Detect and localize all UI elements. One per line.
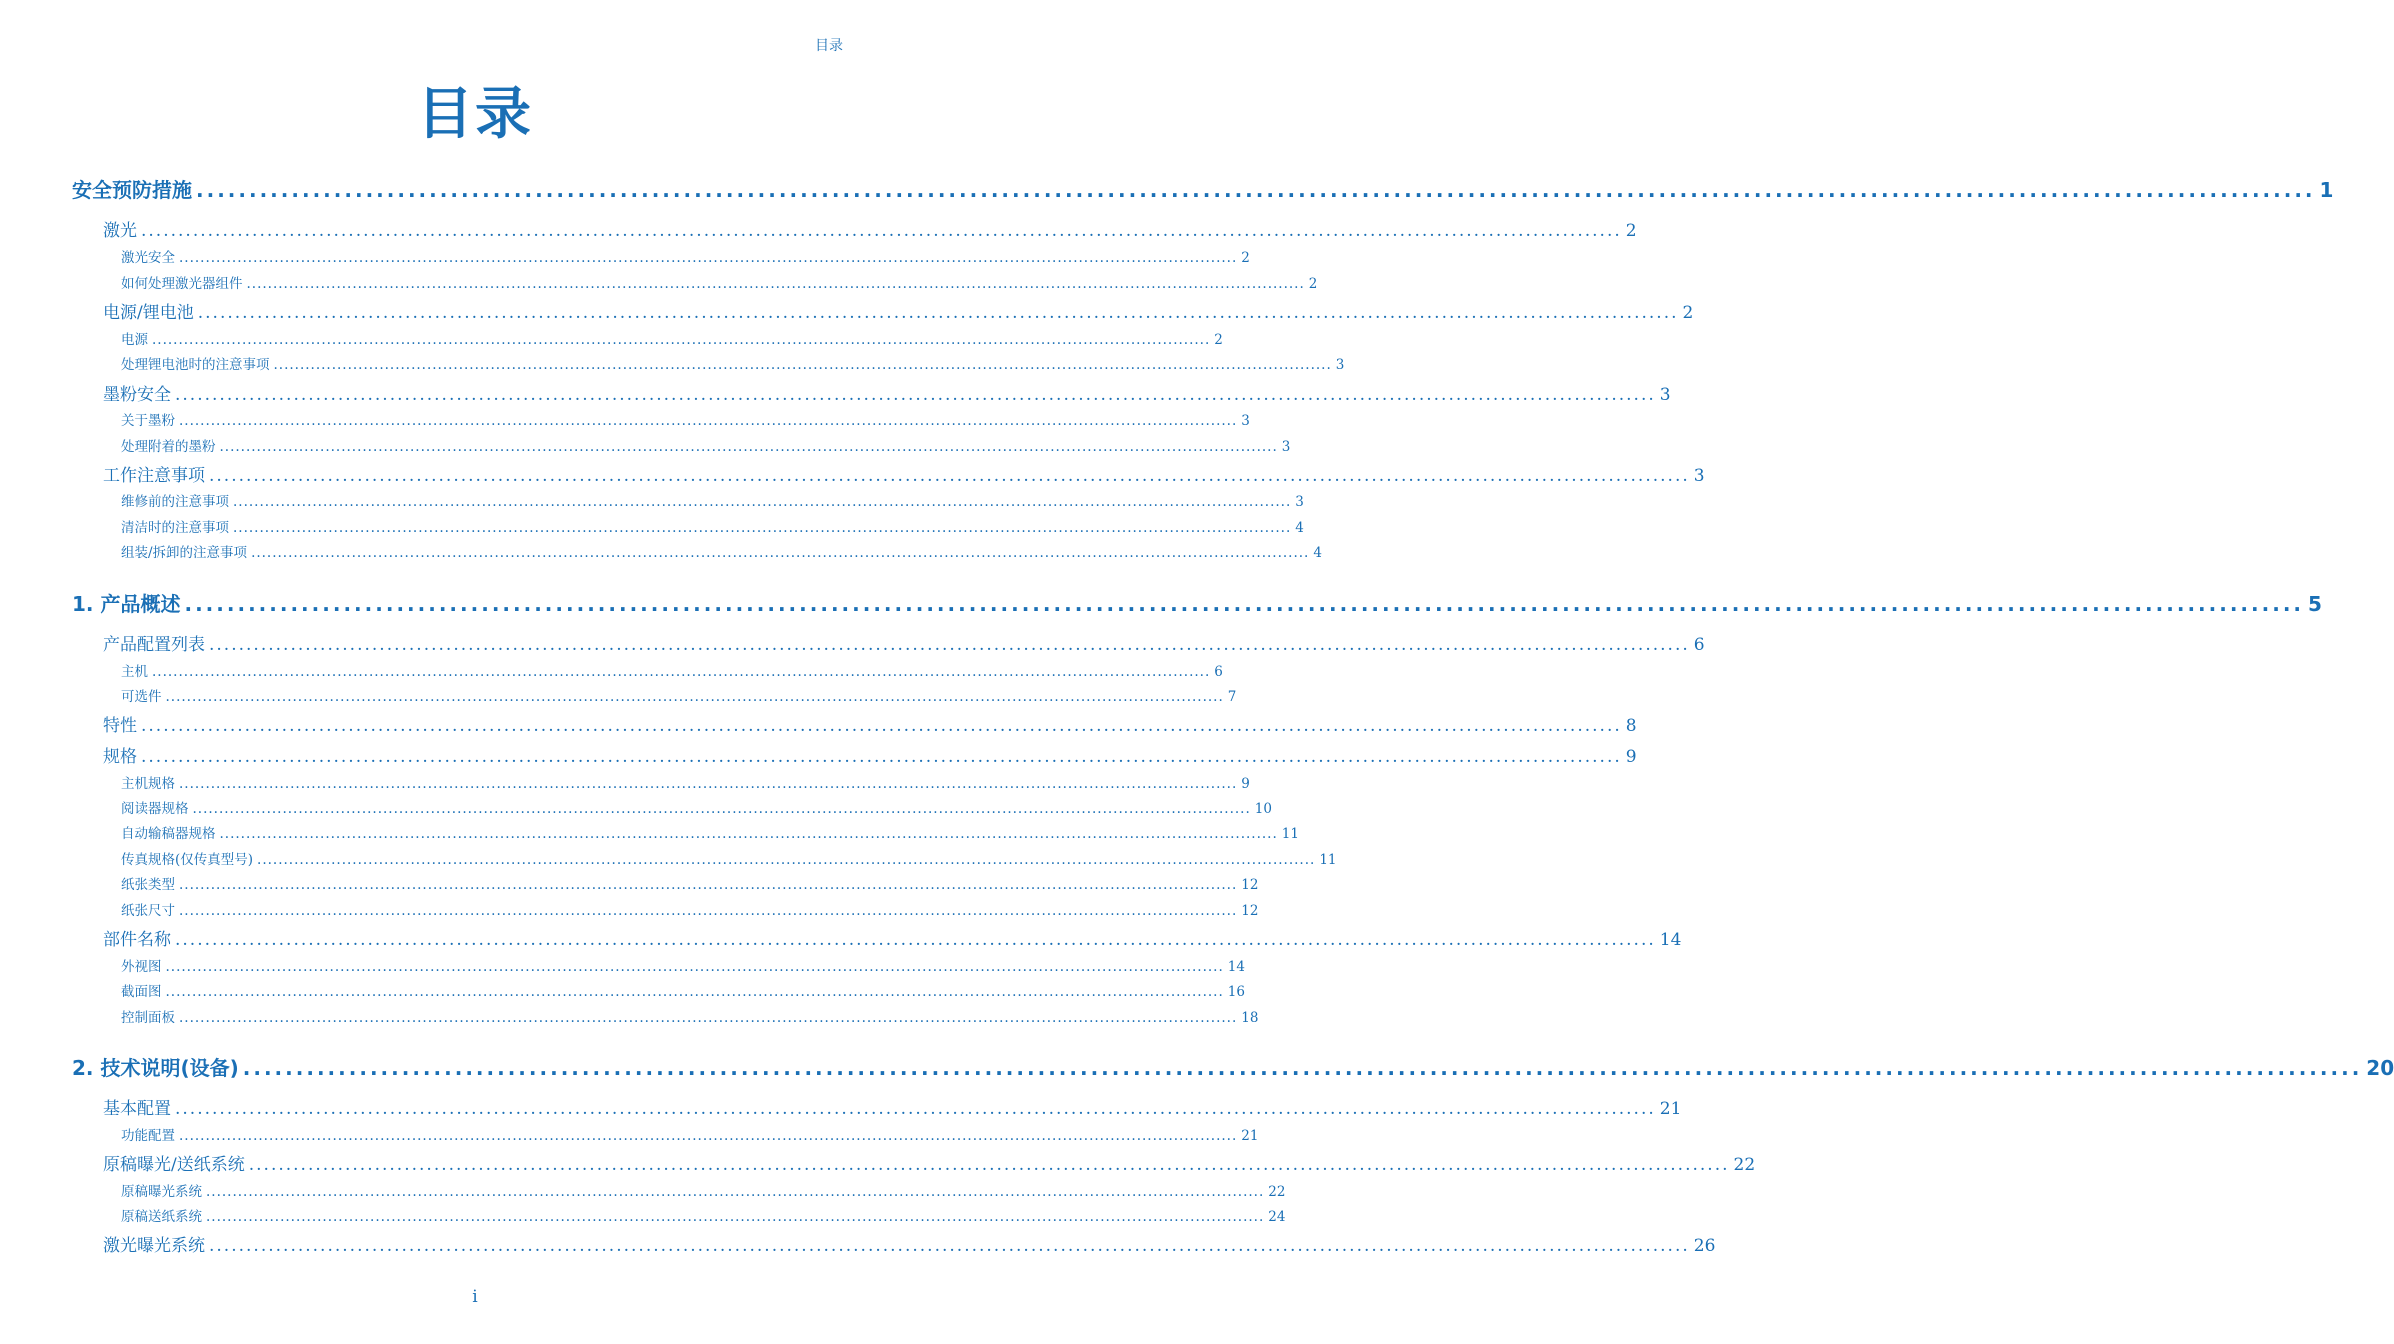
toc-entry-label: 部件名称: [103, 930, 171, 950]
toc-leader-dots: ........................................................................................................................................................................................................: [206, 1184, 1265, 1200]
toc-entry-level-3[interactable]: [121, 1205, 1286, 1225]
toc-entry-label: 激光安全: [121, 250, 175, 266]
toc-entry-page-number: 14: [1227, 959, 1245, 975]
toc-entry-level-2[interactable]: [103, 1150, 1756, 1175]
toc-entry-page-number: 4: [1295, 520, 1304, 536]
toc-entry-label: 纸张类型: [121, 877, 175, 893]
toc-leader-dots: ........................................................................................................................................................................................................: [175, 930, 1656, 950]
toc-leader-dots: ........................................................................................................................................................................................................: [184, 592, 2305, 616]
toc-entry-page-number: 20: [2366, 1056, 2394, 1080]
toc-entry-label: 基本配置: [103, 1099, 171, 1119]
toc-entry-label: 组装/拆卸的注意事项: [121, 545, 248, 561]
toc-leader-dots: ........................................................................................................................................................................................................: [206, 1209, 1265, 1225]
toc-leader-dots: ........................................................................................................................................................................................................: [248, 1155, 1730, 1175]
toc-entry-page-number: 11: [1281, 826, 1299, 842]
toc-leader-dots: ........................................................................................................................................................................................................: [179, 1010, 1238, 1026]
toc-entry-page-number: 3: [1659, 385, 1671, 405]
toc-entry-label: 主机规格: [121, 776, 175, 792]
toc-entry-page-number: 5: [2308, 592, 2322, 616]
toc-entry-label: 工作注意事项: [103, 466, 205, 486]
toc-entry-page-number: 7: [1227, 689, 1237, 705]
toc-entry-level-2[interactable]: [103, 1094, 1682, 1119]
toc-entry-label: 1. 产品概述: [72, 592, 181, 616]
page-number: i: [472, 1287, 478, 1307]
toc-entry-page-number: 14: [1659, 930, 1682, 950]
toc-entry-page-number: 12: [1241, 877, 1259, 893]
toc-leader-dots: ........................................................................................................................................................................................................: [209, 466, 1690, 486]
toc-entry-label: 特性: [103, 716, 137, 736]
toc-entry-page-number: 1: [2319, 178, 2334, 202]
toc-entry-label: 处理附着的墨粉: [121, 439, 216, 455]
toc-entry-level-3[interactable]: [121, 660, 1223, 680]
toc-entry-label: 原稿送纸系统: [121, 1209, 202, 1225]
toc-leader-dots: ........................................................................................................................................................................................................: [165, 689, 1224, 705]
toc-entry-label: 如何处理激光器组件: [121, 276, 243, 292]
toc-leader-dots: ........................................................................................................................................................................................................: [152, 332, 1211, 348]
running-header: 目录: [815, 38, 843, 54]
toc-entry-label: 处理锂电池时的注意事项: [121, 357, 270, 373]
toc-entry-page-number: 8: [1625, 716, 1637, 736]
toc-entry-label: 截面图: [121, 984, 162, 1000]
toc-entry-label: 规格: [103, 747, 137, 767]
toc-leader-dots: ........................................................................................................................................................................................................: [251, 545, 1310, 561]
toc-leader-dots: ........................................................................................................................................................................................................: [141, 221, 1622, 241]
toc-leader-dots: ........................................................................................................................................................................................................: [246, 276, 1305, 292]
toc-entry-level-2[interactable]: [103, 298, 1694, 323]
toc-leader-dots: ........................................................................................................................................................................................................: [219, 826, 1278, 842]
toc-entry-level-3[interactable]: [121, 328, 1223, 348]
toc-entry-level-2[interactable]: [103, 630, 1705, 655]
toc-entry-label: 电源: [121, 332, 148, 348]
toc-entry-level-3[interactable]: [121, 353, 1345, 373]
toc-entry-level-2[interactable]: [103, 380, 1671, 405]
toc-entry-page-number: 21: [1241, 1128, 1259, 1144]
toc-entry-page-number: 24: [1268, 1209, 1286, 1225]
toc-entry-label: 原稿曝光/送纸系统: [103, 1155, 245, 1175]
toc-entry-level-1[interactable]: [72, 1052, 2394, 1081]
toc-leader-dots: ........................................................................................................................................................................................................: [273, 357, 1332, 373]
toc-entry-level-2[interactable]: [103, 711, 1637, 736]
toc-entry-page-number: 3: [1335, 357, 1345, 373]
toc-entry-level-3[interactable]: [121, 685, 1237, 705]
toc-entry-page-number: 22: [1733, 1155, 1756, 1175]
toc-entry-page-number: 3: [1281, 439, 1291, 455]
toc-entry-label: 电源/锂电池: [103, 303, 194, 323]
toc-entry-label: 阅读器规格: [121, 801, 189, 817]
toc-leader-dots: ........................................................................................................................................................................................................: [175, 385, 1656, 405]
toc-entry-page-number: 10: [1254, 801, 1272, 817]
toc-entry-level-3[interactable]: [121, 516, 1304, 536]
toc-entry-page-number: 6: [1214, 664, 1223, 680]
toc-entry-level-3[interactable]: [121, 1006, 1259, 1026]
toc-entry-page-number: 2: [1241, 250, 1250, 266]
toc-entry-page-number: 2: [1625, 221, 1637, 241]
toc-entry-page-number: 9: [1625, 747, 1637, 767]
toc-entry-label: 关于墨粉: [121, 413, 175, 429]
toc-leader-dots: ........................................................................................................................................................................................................: [209, 635, 1690, 655]
toc-entry-page-number: 21: [1659, 1099, 1682, 1119]
toc-entry-page-number: 16: [1227, 984, 1245, 1000]
toc-leader-dots: ........................................................................................................................................................................................................: [179, 903, 1238, 919]
toc-entry-level-2[interactable]: [103, 461, 1705, 486]
toc-entry-label: 功能配置: [121, 1128, 175, 1144]
toc-entry-label: 维修前的注意事项: [121, 494, 229, 510]
toc-entry-label: 产品配置列表: [103, 635, 205, 655]
toc-entry-page-number: 2: [1308, 276, 1318, 292]
toc-leader-dots: ........................................................................................................................................................................................................: [233, 494, 1292, 510]
toc-leader-dots: ........................................................................................................................................................................................................: [179, 413, 1238, 429]
toc-entry-label: 可选件: [121, 689, 162, 705]
toc-entry-level-3[interactable]: [121, 772, 1250, 792]
toc-entry-level-3[interactable]: [121, 409, 1250, 429]
toc-entry-page-number: 4: [1313, 545, 1322, 561]
toc-leader-dots: ........................................................................................................................................................................................................: [209, 1236, 1690, 1256]
toc-leader-dots: ........................................................................................................................................................................................................: [179, 1128, 1238, 1144]
toc-entry-page-number: 3: [1241, 413, 1250, 429]
toc-entry-page-number: 2: [1682, 303, 1694, 323]
toc-leader-dots: ........................................................................................................................................................................................................: [192, 801, 1251, 817]
toc-entry-label: 墨粉安全: [103, 385, 171, 405]
toc-leader-dots: ........................................................................................................................................................................................................: [141, 747, 1622, 767]
toc-entry-level-3[interactable]: [121, 272, 1318, 292]
toc-entry-page-number: 6: [1693, 635, 1705, 655]
toc-entry-level-3[interactable]: [121, 848, 1337, 868]
toc-entry-label: 激光曝光系统: [103, 1236, 205, 1256]
toc-entry-label: 传真规格(仅传真型号): [121, 852, 254, 868]
toc-entry-level-3[interactable]: [121, 1124, 1259, 1144]
toc-entry-label: 自动输稿器规格: [121, 826, 216, 842]
toc-entry-label: 主机: [121, 664, 148, 680]
toc-entry-label: 激光: [103, 221, 137, 241]
toc-entry-label: 2. 技术说明(设备): [72, 1056, 239, 1080]
toc-entry-page-number: 3: [1693, 466, 1705, 486]
toc-leader-dots: ........................................................................................................................................................................................................: [197, 303, 1679, 323]
toc-entry-page-number: 9: [1241, 776, 1250, 792]
toc-entry-label: 外视图: [121, 959, 162, 975]
toc-entry-page-number: 2: [1214, 332, 1223, 348]
toc-leader-dots: ........................................................................................................................................................................................................: [242, 1056, 2363, 1080]
toc-entry-level-3[interactable]: [121, 1180, 1286, 1200]
toc-entry-page-number: 26: [1693, 1236, 1716, 1256]
toc-entry-page-number: 12: [1241, 903, 1259, 919]
toc-entry-label: 安全预防措施: [72, 178, 192, 202]
toc-entry-label: 原稿曝光系统: [121, 1184, 202, 1200]
toc-leader-dots: ........................................................................................................................................................................................................: [165, 984, 1224, 1000]
toc-entry-level-3[interactable]: [121, 490, 1304, 510]
toc-leader-dots: ........................................................................................................................................................................................................: [165, 959, 1224, 975]
toc-entry-level-3[interactable]: [121, 873, 1259, 893]
toc-entry-level-2[interactable]: [103, 925, 1682, 950]
toc-entry-label: 纸张尺寸: [121, 903, 175, 919]
toc-leader-dots: ........................................................................................................................................................................................................: [257, 852, 1316, 868]
toc-entry-level-3[interactable]: [121, 246, 1250, 266]
toc-leader-dots: ........................................................................................................................................................................................................: [175, 1099, 1656, 1119]
toc-leader-dots: ........................................................................................................................................................................................................: [141, 716, 1622, 736]
toc-entry-level-2[interactable]: [103, 1231, 1716, 1256]
toc-entry-level-3[interactable]: [121, 797, 1272, 817]
toc-entry-level-1[interactable]: [72, 174, 2334, 203]
toc-leader-dots: ........................................................................................................................................................................................................: [219, 439, 1278, 455]
toc-leader-dots: ........................................................................................................................................................................................................: [196, 178, 2316, 202]
toc-leader-dots: ........................................................................................................................................................................................................: [179, 776, 1238, 792]
toc-entry-page-number: 11: [1319, 852, 1337, 868]
toc-entry-label: 清洁时的注意事项: [121, 520, 229, 536]
toc-leader-dots: ........................................................................................................................................................................................................: [179, 877, 1238, 893]
toc-entry-level-3[interactable]: [121, 955, 1245, 975]
toc-entry-level-3[interactable]: [121, 822, 1299, 842]
toc-leader-dots: ........................................................................................................................................................................................................: [233, 520, 1292, 536]
toc-entry-level-3[interactable]: [121, 435, 1291, 455]
toc-leader-dots: ........................................................................................................................................................................................................: [152, 664, 1211, 680]
page-title: 目录: [417, 82, 533, 147]
toc-entry-page-number: 22: [1268, 1184, 1286, 1200]
toc-entry-page-number: 3: [1295, 494, 1304, 510]
toc-entry-level-2[interactable]: [103, 742, 1637, 767]
toc-entry-level-2[interactable]: [103, 216, 1637, 241]
toc-leader-dots: ........................................................................................................................................................................................................: [179, 250, 1238, 266]
toc-entry-label: 控制面板: [121, 1010, 175, 1026]
toc-entry-page-number: 18: [1241, 1010, 1259, 1026]
toc-entry-level-3[interactable]: [121, 980, 1245, 1000]
toc-entry-level-3[interactable]: [121, 541, 1322, 561]
toc-entry-level-1[interactable]: [72, 588, 2322, 617]
toc-entry-level-3[interactable]: [121, 899, 1259, 919]
